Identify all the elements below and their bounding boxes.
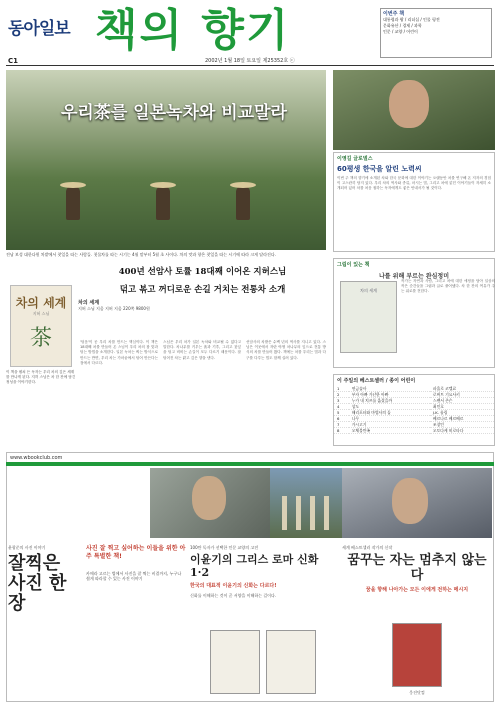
section-number: C1: [8, 57, 19, 65]
article-column-3: 선암사의 차밭은 수백 년의 역사를 지니고 있다. 스님은 이곳에서 자란 야생 차나무의 잎으로 전통 방식의 차를 만들어 왔다. 책에는 차를 우리는 법과 다구를 다루는 법도 함께 실려 있다.: [246, 340, 326, 360]
picture-book-title: 나를 위해 부르는 완심정미: [378, 273, 450, 280]
ad2: [190, 545, 340, 707]
article-book-cover-char: 茶: [29, 326, 52, 351]
ad-url[interactable]: www.wbookclub.com: [10, 455, 63, 461]
article-book-cover-title: 차의 세계: [15, 296, 67, 310]
article-book-meta: 지허 스님 지음 지허 지음 220쪽 9800원: [78, 306, 150, 311]
lead-photo-tea-field: [6, 70, 326, 250]
article-column-2: 스님은 우리 차가 일본 녹차와 비교될 수 없다고 말한다. 차나무를 키우는 흙과 기후, 그리고 찻잎을 덖고 비비는 손길이 모두 다르기 때문이다. 잘 덖어진 차는 맑고 깊은 향을 낸다.: [163, 340, 241, 360]
bestseller-author: 로버트 기요사키: [430, 392, 494, 398]
picture-book-cover: [340, 281, 397, 353]
bestseller-title: 해리포터와 마법사의 돌: [349, 410, 430, 416]
picture-book-box: [333, 258, 495, 368]
ad3-book-cover: [392, 623, 442, 687]
ad2-title: 이윤기의 그리스 로마 신화 1·2: [190, 553, 319, 579]
tea-picker-hat: [150, 182, 176, 188]
side-feature-body: 이번 주 책의 향기에 소개된 차와 한국 문화에 대한 이야기는 오랫동안 차를 연구해 온 저자의 경험이 고스란히 담겨 있다. 우리 차의 역사와 종류, 마시는 법, 그리고 차에 얽힌 이야기들이 자세히 소개되어 있어 차를 처음 접하는 독자에게도 좋은 안내서가 될 것이다.: [337, 176, 491, 191]
ad2-tagline: 한국의 대표적 이윤기의 신화는 다르다!: [190, 583, 277, 589]
side-feature-tag: 이영길 글로벌스: [337, 156, 373, 162]
ad3-photo: [342, 468, 492, 538]
ad2-kicker: 100만 독자가 선택한 인문 교양의 고전: [190, 545, 259, 550]
article-book-info-title: 차의 세계: [78, 300, 100, 306]
ad3-title: 꿈꾸는 자는 멈추지 않는다: [347, 553, 487, 583]
article-book-cover-author: 지허 스님: [32, 311, 50, 316]
side-feature-photo: [333, 70, 495, 150]
weekly-contents-line: 대통령과 왕 / 리더십 / 인물 평전: [383, 17, 440, 22]
section-title: 책의 향기: [95, 5, 291, 56]
bestseller-author: 파울로 코엘료: [430, 386, 494, 392]
article-side-caption: 이 책을 펼쳐 든 독자는 우리 차의 깊은 세계를 만나게 된다. 지허 스님은 차 한 잔에 담긴 정성을 이야기한다.: [6, 370, 76, 384]
ad2-book-cover: [266, 630, 316, 694]
article-book-cover: [10, 285, 72, 367]
bestseller-rank: 8: [334, 428, 349, 434]
bestseller-rank: 3: [334, 398, 349, 404]
article-headline: 400년 선암사 토률 18대째 이어온 지허스님: [118, 267, 287, 277]
ad3: [342, 545, 492, 707]
ad2-book-cover: [210, 630, 260, 694]
portrait-face: [392, 478, 428, 524]
tea-picker-hat: [230, 182, 256, 188]
weekly-contents-box: [380, 8, 492, 58]
picture-book-cover-text: 차의 세계: [360, 288, 377, 293]
bestseller-title: 이 주일의 베스트셀러 / 종이 어린이: [337, 378, 416, 384]
bestseller-rank: 5: [334, 410, 349, 416]
bestseller-author: 베르나르 베르베르: [430, 416, 494, 422]
article-column-1: '덖음'이 곧 우리 차를 만드는 핵심이다. 이 책은 18대째 차를 만들어 온 스님이 우리 차의 참 맛과 덖는 방법을 소개한다. 일본 녹차는 찌는 방식으로 만드는 반면, 우리 차는 가마솥에서 덖어 만든다는 점에서 다르다.: [80, 340, 158, 365]
lead-photo-caption: 전남 보성 대한다원 차밭에서 찻잎을 따는 사람들. 첫물차를 따는 시기는 4월 말부터 5월 초 사이다. 차의 맛과 향은 찻잎을 따는 시기에 따라 크게 달라진다.: [6, 252, 276, 257]
picture-book-body: 작가는 자연과 사람, 그리고 차에 대한 애정을 담아 일상의 작은 순간들을 그림과 글로 풀어냈다. 차 한 잔의 여유가 주는 위로를 전한다.: [401, 279, 495, 294]
bestseller-title: 부자 아빠 가난한 아빠: [349, 392, 430, 398]
ad1-title: 잘찍은 사진 한장: [8, 553, 67, 614]
ad-green-bar: [6, 462, 494, 466]
bestseller-rank: 2: [334, 392, 349, 398]
bestseller-author: 조창인: [430, 422, 494, 428]
bestseller-title: 가시고기: [349, 422, 430, 428]
side-feature-box: [333, 152, 495, 252]
bestseller-title: 나무: [349, 416, 430, 422]
bestseller-rank: 6: [334, 416, 349, 422]
weekly-contents-line: 문화유산 / 경제 / 과학: [383, 23, 422, 28]
bestseller-author: 스펜서 존슨: [430, 398, 494, 404]
ad3-tagline: 꿈을 향해 나아가는 모든 이에게 전하는 메시지: [365, 587, 469, 593]
bestseller-author: 최인호: [430, 404, 494, 410]
article-subheadline: 덖고 볶고 꺼디로운 손길 거치는 전통차 소개: [119, 285, 286, 295]
ad1-photo: [150, 468, 270, 538]
picture-book-tag: 그림이 있는 책: [337, 262, 370, 268]
ad3-kicker: 세계 베스트셀러 작가의 신작: [342, 545, 393, 550]
bestseller-author: 오토다케 히로타다: [430, 428, 494, 434]
weekly-contents-line: 인문 / 교양 / 어린이: [383, 29, 418, 34]
tea-picker-figure: [236, 186, 250, 220]
masthead: [0, 0, 500, 70]
bestseller-row: [334, 428, 494, 434]
ad1: [8, 545, 188, 707]
ruin-column: [282, 496, 287, 530]
portrait-face: [192, 476, 226, 520]
bestseller-box: [333, 374, 495, 446]
ruin-column: [324, 496, 329, 530]
ad3-publisher: 웅진닷컴: [409, 690, 425, 695]
portrait-face: [389, 80, 429, 128]
bestseller-title: 누가 내 치즈를 옮겼을까: [349, 398, 430, 404]
bestseller-rank: 7: [334, 422, 349, 428]
dateline: 2002년 1월 18일 토요일 제25352호 ⓒ: [205, 58, 295, 64]
ad1-body: 카메라 고르는 법에서 사진을 잘 찍는 비결까지, 누구나 쉽게 따라할 수 있는 사진 이야기: [86, 571, 182, 581]
ruin-column: [310, 496, 315, 530]
ruin-column: [296, 496, 301, 530]
bestseller-table: [334, 386, 494, 434]
tea-picker-figure: [66, 186, 80, 220]
paper-logo: 동아일보: [8, 19, 70, 39]
bestseller-rank: 1: [334, 386, 349, 392]
ad2-body: 신화를 이해하는 것이 곧 서양을 이해하는 길이다.: [190, 593, 277, 598]
ad1-tagline: 사진 잘 찍고 싶어하는 이들을 위한 아주 특별한 책!: [86, 545, 186, 560]
ad1-kicker: 윤광준의 사진 이야기: [8, 545, 46, 550]
weekly-contents-heading: 이번주 책: [383, 11, 405, 17]
tea-picker-hat: [60, 182, 86, 188]
ad2-photo-ruins: [270, 468, 342, 538]
bestseller-rank: 4: [334, 404, 349, 410]
article-book-info: [78, 300, 150, 311]
masthead-rule: [6, 65, 494, 66]
tea-picker-figure: [156, 186, 170, 220]
lead-headline: 우리茶를 일본녹차와 비교말라: [61, 103, 287, 123]
side-feature-title: 60평생 한국을 알린 노력씨: [337, 165, 422, 173]
bestseller-title: 상도: [349, 404, 430, 410]
bestseller-author: J.K. 롤링: [430, 410, 494, 416]
bestseller-title: 연금술사: [349, 386, 430, 392]
bestseller-title: 오체불만족: [349, 428, 430, 434]
